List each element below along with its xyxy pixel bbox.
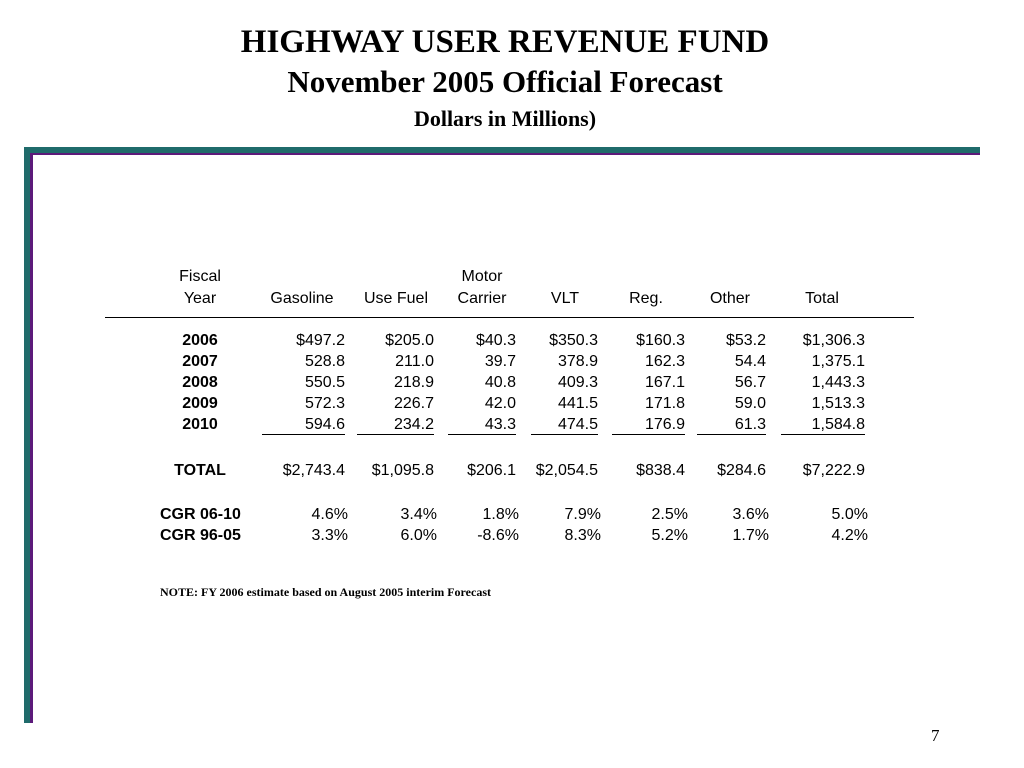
total-cell: $1,306.3: [802, 332, 865, 349]
year-cell: 2010: [182, 416, 218, 433]
other-cell: 59.0: [734, 395, 766, 412]
total-reg: $838.4: [636, 462, 685, 479]
use-fuel-cell: $205.0: [385, 332, 434, 349]
total-vlt: $2,054.5: [535, 462, 598, 479]
year-cell: 2008: [182, 374, 218, 391]
motor-carrier-cell: 39.7: [484, 353, 516, 370]
cgr-label: CGR 96-05: [160, 527, 241, 544]
other-cell: 61.3: [734, 416, 766, 433]
cgr-gasoline: 3.3%: [311, 527, 348, 544]
header-fiscal: Fiscal: [179, 268, 221, 285]
motor-carrier-cell: 40.8: [484, 374, 516, 391]
header-use-fuel: Use Fuel: [363, 290, 429, 307]
header-total: Total: [805, 290, 839, 307]
page-number: 7: [931, 726, 940, 745]
sum-underline-total: [781, 434, 865, 435]
cgr-gasoline: 4.6%: [311, 506, 348, 523]
cgr-vlt: 7.9%: [564, 506, 601, 523]
header-reg: Reg.: [629, 290, 663, 307]
sum-underline-reg: [612, 434, 685, 435]
cgr-label: CGR 06-10: [160, 506, 241, 523]
year-cell: 2007: [182, 353, 218, 370]
other-cell: 54.4: [734, 353, 766, 370]
total-total: $7,222.9: [802, 462, 865, 479]
gasoline-cell: 550.5: [304, 374, 345, 391]
sum-underline-motor-carrier: [448, 434, 516, 435]
sum-underline-other: [697, 434, 766, 435]
total-label: TOTAL: [174, 462, 226, 479]
header-vlt: VLT: [550, 290, 580, 307]
cgr-motor-carrier: 1.8%: [482, 506, 519, 523]
reg-cell: $160.3: [636, 332, 685, 349]
cgr-reg: 5.2%: [651, 527, 688, 544]
header-motor: Motor: [461, 268, 503, 285]
slide-title: HIGHWAY USER REVENUE FUND: [240, 24, 770, 60]
motor-carrier-cell: 42.0: [484, 395, 516, 412]
reg-cell: 171.8: [644, 395, 685, 412]
gasoline-cell: 528.8: [304, 353, 345, 370]
motor-carrier-cell: $40.3: [475, 332, 516, 349]
footnote: NOTE: FY 2006 estimate based on August 2005 interim Forecast: [160, 585, 491, 599]
other-cell: $53.2: [725, 332, 766, 349]
cgr-reg: 2.5%: [651, 506, 688, 523]
total-motor-carrier: $206.1: [467, 462, 516, 479]
total-cell: 1,375.1: [811, 353, 865, 370]
frame-left-accent: [30, 153, 33, 723]
cgr-vlt: 8.3%: [564, 527, 601, 544]
header-rule: [105, 317, 914, 318]
vlt-cell: 441.5: [557, 395, 598, 412]
vlt-cell: 474.5: [557, 416, 598, 433]
slide-title-block: [0, 22, 1010, 134]
use-fuel-cell: 218.9: [393, 374, 434, 391]
cgr-use-fuel: 3.4%: [400, 506, 437, 523]
year-cell: 2006: [182, 332, 218, 349]
total-cell: 1,584.8: [811, 416, 865, 433]
reg-cell: 167.1: [644, 374, 685, 391]
vlt-cell: 378.9: [557, 353, 598, 370]
sum-underline-vlt: [531, 434, 598, 435]
header-gasoline: Gasoline: [270, 290, 334, 307]
total-use-fuel: $1,095.8: [371, 462, 434, 479]
cgr-motor-carrier: -8.6%: [477, 527, 519, 544]
total-other: $284.6: [717, 462, 766, 479]
vlt-cell: 409.3: [557, 374, 598, 391]
total-cell: 1,513.3: [811, 395, 865, 412]
cgr-use-fuel: 6.0%: [400, 527, 437, 544]
cgr-other: 3.6%: [732, 506, 769, 523]
cgr-total: 5.0%: [831, 506, 868, 523]
gasoline-cell: 594.6: [304, 416, 345, 433]
header-carrier: Carrier: [457, 290, 507, 307]
motor-carrier-cell: 43.3: [484, 416, 516, 433]
cgr-other: 1.7%: [732, 527, 769, 544]
use-fuel-cell: 211.0: [395, 353, 434, 370]
frame-top-accent: [24, 153, 980, 155]
other-cell: 56.7: [734, 374, 766, 391]
use-fuel-cell: 234.2: [393, 416, 434, 433]
reg-cell: 162.3: [644, 353, 685, 370]
vlt-cell: $350.3: [549, 332, 598, 349]
total-cell: 1,443.3: [811, 374, 865, 391]
year-cell: 2009: [182, 395, 218, 412]
gasoline-cell: $497.2: [296, 332, 345, 349]
header-year: Year: [183, 290, 217, 307]
sum-underline-use-fuel: [357, 434, 434, 435]
reg-cell: 176.9: [644, 416, 685, 433]
units-caption: Dollars in Millions): [413, 106, 597, 131]
sum-underline-gasoline: [262, 434, 345, 435]
slide-subtitle: November 2005 Official Forecast: [287, 64, 723, 99]
cgr-total: 4.2%: [831, 527, 868, 544]
gasoline-cell: 572.3: [304, 395, 345, 412]
total-gasoline: $2,743.4: [282, 462, 345, 479]
use-fuel-cell: 226.7: [393, 395, 434, 412]
header-other: Other: [709, 290, 750, 307]
